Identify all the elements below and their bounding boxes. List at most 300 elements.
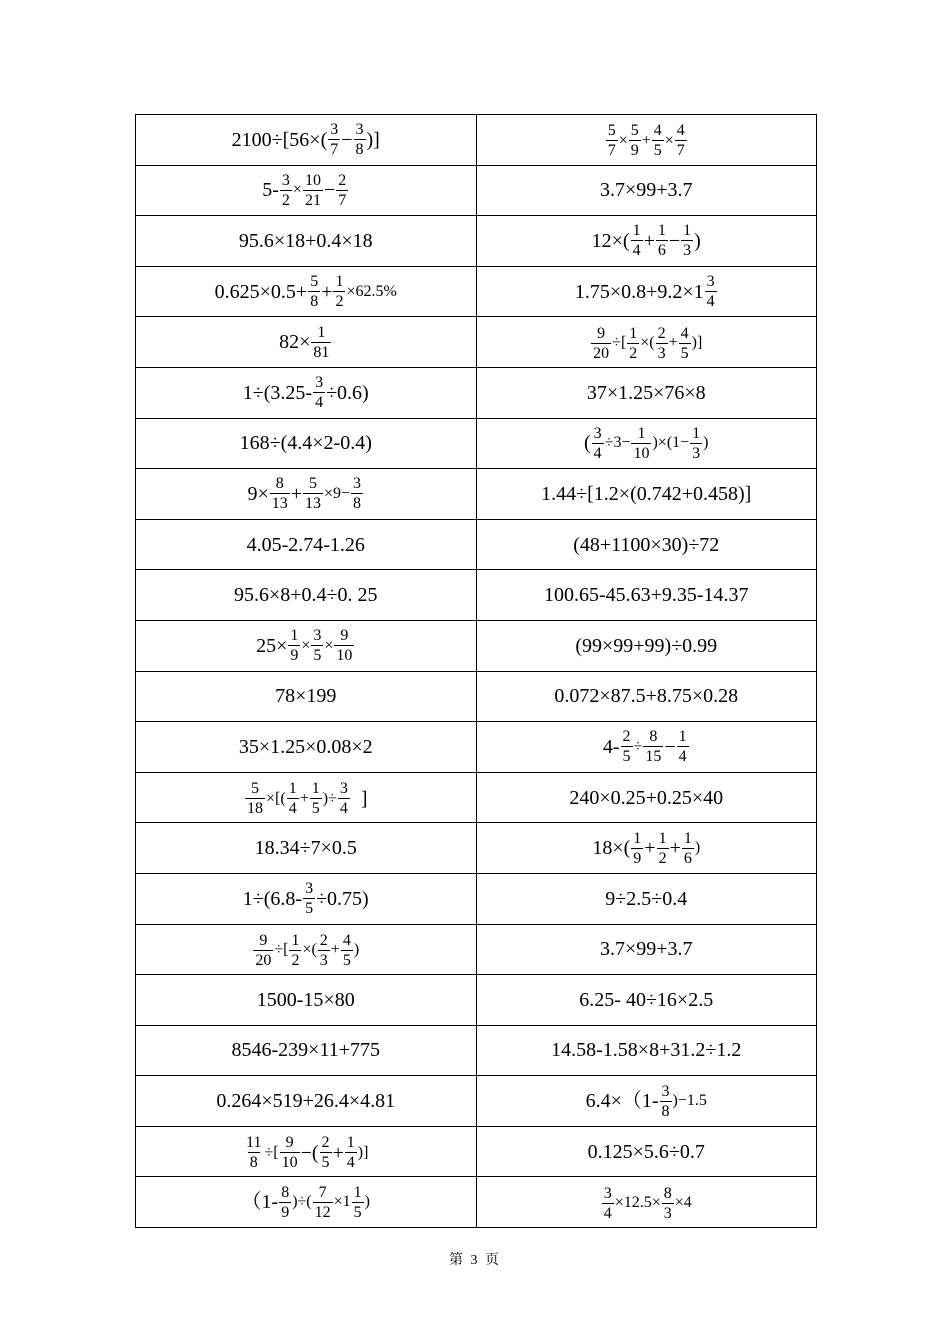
table-row bbox=[136, 1126, 817, 1177]
exercise-cell-right bbox=[476, 873, 817, 924]
expression-text: 5- bbox=[262, 179, 279, 202]
expression-text: 2100÷[56×( bbox=[231, 128, 328, 151]
expression-text: 82× bbox=[279, 331, 311, 354]
fraction-denominator: 7 bbox=[676, 142, 685, 160]
table-row bbox=[136, 418, 817, 469]
fraction-numerator: 8 bbox=[649, 728, 658, 746]
exercise-cell-right bbox=[476, 722, 817, 773]
table-row bbox=[136, 671, 817, 722]
expression-text: × bbox=[324, 636, 334, 654]
expression-text: 1÷(6.8- bbox=[242, 887, 303, 910]
expression-text: + bbox=[299, 789, 309, 807]
expression-text: 240×0.25+0.25×40 bbox=[569, 786, 724, 809]
expression-text: ) bbox=[694, 229, 701, 252]
expression-text: −( bbox=[300, 1141, 319, 1164]
math-expression bbox=[247, 535, 365, 555]
fraction bbox=[351, 474, 363, 513]
fraction-denominator: 5 bbox=[342, 951, 351, 969]
fraction-denominator: 3 bbox=[657, 344, 666, 362]
fraction-denominator: 4 bbox=[632, 242, 641, 260]
fraction bbox=[345, 1133, 357, 1172]
fraction bbox=[656, 221, 668, 260]
fraction bbox=[253, 931, 273, 970]
math-expression bbox=[216, 1091, 395, 1111]
expression-text: + bbox=[641, 131, 651, 149]
math-expression bbox=[586, 1082, 707, 1121]
fraction-denominator: 4 bbox=[315, 394, 324, 412]
table-row bbox=[136, 519, 817, 570]
fraction-numerator: 1 bbox=[311, 780, 320, 798]
fraction-numerator: 3 bbox=[281, 171, 290, 189]
table-row bbox=[136, 115, 817, 166]
expression-text: )] bbox=[366, 128, 380, 151]
fraction-numerator: 8 bbox=[663, 1184, 672, 1202]
fraction bbox=[328, 120, 340, 159]
fraction-denominator: 7 bbox=[607, 142, 616, 160]
expression-text: 4.05-2.74-1.26 bbox=[246, 533, 365, 556]
fraction-numerator: 1 bbox=[678, 728, 687, 746]
fraction-denominator: 5 bbox=[353, 1203, 362, 1221]
math-expression bbox=[584, 424, 709, 463]
math-expression bbox=[232, 120, 380, 159]
expression-text: − bbox=[664, 735, 676, 758]
fraction bbox=[303, 474, 323, 513]
exercise-cell-right bbox=[476, 519, 817, 570]
fraction-denominator: 9 bbox=[281, 1203, 290, 1221]
fraction-denominator: 7 bbox=[338, 191, 347, 209]
fraction-denominator: 4 bbox=[593, 444, 602, 462]
fraction-numerator: 2 bbox=[622, 728, 631, 746]
fraction bbox=[631, 829, 643, 868]
exercise-cell-left bbox=[136, 418, 477, 469]
fraction-numerator: 1 bbox=[683, 222, 692, 240]
expression-text: ×9− bbox=[324, 484, 351, 502]
fraction-numerator: 2 bbox=[657, 324, 666, 342]
exercise-cell-left bbox=[136, 115, 477, 166]
fraction bbox=[602, 1184, 614, 1223]
fraction-numerator: 1 bbox=[335, 273, 344, 291]
math-expression bbox=[600, 939, 693, 959]
expression-text: ) bbox=[703, 434, 709, 452]
fraction-denominator: 3 bbox=[663, 1204, 672, 1222]
fraction-denominator: 20 bbox=[255, 951, 272, 969]
fraction bbox=[705, 272, 717, 311]
fraction-numerator: 4 bbox=[342, 931, 351, 949]
fraction bbox=[679, 324, 691, 363]
math-expression bbox=[588, 1142, 705, 1162]
fraction-numerator: 10 bbox=[304, 171, 321, 189]
expression-text: 100.65-45.63+9.35-14.37 bbox=[543, 584, 749, 607]
table-row bbox=[136, 367, 817, 418]
exercise-cell-left bbox=[136, 469, 477, 520]
fraction bbox=[313, 1183, 333, 1222]
expression-text: 6.4×（1- bbox=[585, 1090, 659, 1113]
fraction bbox=[279, 1183, 291, 1222]
fraction bbox=[591, 324, 611, 363]
fraction-numerator: 1 bbox=[692, 424, 701, 442]
table-row bbox=[136, 317, 817, 368]
expression-text: ÷[ bbox=[264, 1143, 279, 1161]
fraction-numerator: 9 bbox=[340, 627, 349, 645]
fraction bbox=[652, 121, 664, 160]
exercise-table bbox=[135, 114, 817, 1228]
math-expression bbox=[579, 990, 713, 1010]
math-expression bbox=[215, 272, 397, 311]
fraction bbox=[643, 727, 663, 766]
fraction-denominator: 6 bbox=[683, 849, 692, 867]
page-footer: 第 3 页 bbox=[449, 1253, 501, 1268]
table-row bbox=[136, 722, 817, 773]
fraction-denominator: 2 bbox=[281, 191, 290, 209]
fraction bbox=[352, 1183, 364, 1222]
fraction-numerator: 3 bbox=[603, 1184, 612, 1202]
expression-text: ×1 bbox=[333, 1193, 351, 1211]
math-expression bbox=[244, 779, 368, 818]
fraction-denominator: 8 bbox=[353, 495, 362, 513]
math-expression bbox=[252, 931, 359, 970]
expression-text: 1.44÷[1.2×(0.742+0.458)] bbox=[541, 482, 752, 505]
exercise-cell-right bbox=[476, 367, 817, 418]
fraction-denominator: 4 bbox=[288, 800, 297, 818]
expression-text: ÷[ bbox=[612, 334, 627, 352]
fraction-denominator: 5 bbox=[680, 344, 689, 362]
fraction-denominator: 2 bbox=[629, 344, 638, 362]
math-expression bbox=[234, 585, 378, 605]
table-row bbox=[136, 873, 817, 924]
fraction-denominator: 81 bbox=[313, 343, 330, 361]
expression-text: ÷0.6) bbox=[326, 381, 369, 404]
fraction-numerator: 1 bbox=[683, 829, 692, 847]
expression-text: ×( bbox=[640, 334, 655, 352]
fraction bbox=[336, 171, 348, 210]
expression-text: ×12.5× bbox=[614, 1194, 661, 1212]
fraction bbox=[270, 474, 290, 513]
math-expression bbox=[605, 889, 687, 909]
math-expression bbox=[592, 829, 700, 868]
fraction-denominator: 5 bbox=[305, 900, 314, 918]
expression-text: − bbox=[341, 128, 353, 151]
math-expression bbox=[239, 737, 373, 757]
fraction-numerator: 5 bbox=[251, 780, 259, 798]
expression-text: )] bbox=[691, 334, 703, 352]
math-expression bbox=[255, 838, 357, 858]
expression-text: )×(1− bbox=[652, 434, 690, 452]
math-expression bbox=[232, 1040, 380, 1060]
fraction-denominator: 5 bbox=[311, 800, 320, 818]
fraction bbox=[311, 323, 331, 362]
exercise-cell-left bbox=[136, 216, 477, 267]
expression-text: 6.25- 40÷16×2.5 bbox=[579, 988, 714, 1011]
expression-text: + bbox=[330, 941, 340, 959]
fraction bbox=[303, 879, 315, 918]
fraction-numerator: 2 bbox=[338, 171, 347, 189]
exercise-cell-left bbox=[136, 317, 477, 368]
exercise-cell-right bbox=[476, 975, 817, 1026]
expression-text: )÷ bbox=[322, 789, 337, 807]
math-expression bbox=[554, 686, 738, 706]
expression-text: 0.264×519+26.4×4.81 bbox=[216, 1090, 396, 1113]
fraction-denominator: 3 bbox=[683, 242, 692, 260]
fraction bbox=[334, 626, 354, 665]
exercise-cell-right bbox=[476, 671, 817, 722]
fraction-numerator: 4 bbox=[680, 324, 689, 342]
fraction-denominator: 6 bbox=[657, 242, 666, 260]
fraction bbox=[606, 121, 618, 160]
fraction-denominator: 9 bbox=[630, 142, 639, 160]
math-expression bbox=[603, 727, 690, 766]
fraction-numerator: 3 bbox=[706, 273, 715, 291]
fraction bbox=[675, 121, 687, 160]
fraction-numerator: 4 bbox=[676, 122, 685, 140]
fraction bbox=[677, 727, 689, 766]
fraction-numerator: 1 bbox=[353, 1183, 362, 1201]
exercise-cell-right bbox=[476, 1126, 817, 1177]
fraction-numerator: 1 bbox=[346, 1134, 355, 1152]
fraction bbox=[320, 1133, 332, 1172]
fraction-denominator: 4 bbox=[346, 1154, 355, 1172]
fraction-denominator: 4 bbox=[603, 1204, 612, 1222]
fraction bbox=[629, 121, 641, 160]
fraction bbox=[341, 931, 353, 970]
exercise-cell-left bbox=[136, 266, 477, 317]
fraction bbox=[333, 272, 345, 311]
expression-text: 8546-239×11+775 bbox=[231, 1039, 380, 1062]
fraction-numerator: 1 bbox=[290, 627, 299, 645]
math-expression bbox=[569, 788, 723, 808]
expression-text: 0.072×87.5+8.75×0.28 bbox=[554, 685, 739, 708]
fraction bbox=[657, 829, 669, 868]
exercise-cell-left bbox=[136, 519, 477, 570]
expression-text: − bbox=[323, 179, 336, 202]
expression-text: + bbox=[669, 837, 681, 860]
fraction-numerator: 3 bbox=[355, 121, 364, 139]
math-expression bbox=[590, 324, 702, 363]
fraction bbox=[280, 1133, 300, 1172]
fraction-numerator: 7 bbox=[318, 1183, 327, 1201]
fraction-denominator: 21 bbox=[304, 191, 321, 209]
fraction-numerator: 9 bbox=[597, 324, 606, 342]
exercise-cell-left bbox=[136, 772, 477, 823]
fraction-numerator: 3 bbox=[313, 627, 322, 645]
expression-text: 1.75×0.8+9.2×1 bbox=[574, 280, 704, 303]
fraction bbox=[682, 829, 694, 868]
expression-text: − bbox=[668, 229, 681, 252]
exercise-table-body bbox=[136, 115, 817, 1228]
fraction-denominator: 3 bbox=[692, 444, 701, 462]
fraction-numerator: 3 bbox=[330, 121, 339, 139]
fraction bbox=[631, 424, 651, 463]
fraction-numerator: 2 bbox=[321, 1134, 330, 1152]
fraction-denominator: 20 bbox=[593, 344, 610, 362]
exercise-cell-left bbox=[136, 975, 477, 1026]
exercise-cell-right bbox=[476, 1177, 817, 1228]
fraction bbox=[662, 1184, 674, 1223]
fraction bbox=[592, 424, 604, 463]
fraction-numerator: 1 bbox=[291, 931, 300, 949]
fraction bbox=[656, 324, 668, 363]
fraction-numerator: 3 bbox=[315, 374, 324, 392]
exercise-cell-right bbox=[476, 620, 817, 671]
exercise-cell-right bbox=[476, 924, 817, 975]
expression-text: 12×( bbox=[591, 229, 630, 252]
fraction-denominator: 4 bbox=[678, 748, 687, 766]
table-row bbox=[136, 823, 817, 874]
fraction-numerator: 3 bbox=[305, 880, 314, 898]
fraction-numerator: 9 bbox=[259, 931, 268, 949]
fraction-numerator: 11 bbox=[246, 1134, 262, 1152]
fraction-numerator: 3 bbox=[661, 1082, 670, 1100]
math-expression bbox=[243, 879, 369, 918]
fraction-denominator: 5 bbox=[321, 1154, 330, 1172]
math-expression bbox=[605, 121, 688, 160]
fraction-numerator: 2 bbox=[319, 931, 328, 949]
fraction-numerator: 4 bbox=[653, 122, 662, 140]
expression-text: 18.34÷7×0.5 bbox=[254, 837, 357, 860]
expression-text: 95.6×8+0.4÷0. 25 bbox=[233, 584, 378, 607]
fraction bbox=[318, 931, 330, 970]
fraction-denominator: 9 bbox=[633, 849, 642, 867]
expression-text: × bbox=[664, 131, 674, 149]
math-expression bbox=[239, 231, 373, 251]
expression-text: ×62.5% bbox=[346, 282, 397, 300]
exercise-cell-left bbox=[136, 1126, 477, 1177]
exercise-cell-left bbox=[136, 671, 477, 722]
expression-text: ÷0.75) bbox=[316, 887, 369, 910]
table-row bbox=[136, 975, 817, 1026]
fraction-denominator: 4 bbox=[706, 293, 715, 311]
expression-text: + bbox=[321, 280, 333, 303]
fraction-denominator: 10 bbox=[633, 444, 650, 462]
fraction-numerator: 5 bbox=[310, 273, 319, 291]
table-row bbox=[136, 1076, 817, 1127]
expression-text: + bbox=[644, 837, 656, 860]
fraction-numerator: 5 bbox=[607, 122, 616, 140]
fraction bbox=[313, 373, 325, 412]
exercise-cell-right bbox=[476, 1076, 817, 1127]
exercise-cell-left bbox=[136, 1076, 477, 1127]
expression-text: 25× bbox=[256, 634, 288, 657]
table-row bbox=[136, 772, 817, 823]
exercise-cell-right bbox=[476, 216, 817, 267]
exercise-cell-left bbox=[136, 873, 477, 924]
table-row bbox=[136, 165, 817, 216]
math-expression bbox=[243, 1133, 368, 1172]
fraction-denominator: 10 bbox=[336, 647, 353, 665]
fraction-denominator: 5 bbox=[622, 748, 631, 766]
exercise-cell-left bbox=[136, 823, 477, 874]
fraction bbox=[303, 171, 323, 210]
fraction-numerator: 1 bbox=[288, 780, 297, 798]
table-row bbox=[136, 216, 817, 267]
exercise-cell-left bbox=[136, 1177, 477, 1228]
fraction bbox=[621, 727, 633, 766]
fraction bbox=[338, 779, 350, 818]
expression-text: ÷ bbox=[633, 737, 643, 755]
fraction bbox=[280, 171, 292, 210]
exercise-cell-right bbox=[476, 1025, 817, 1076]
expression-text: 0.625×0.5+ bbox=[214, 280, 308, 303]
expression-text: ×[( bbox=[266, 789, 286, 807]
expression-text: ÷3− bbox=[604, 434, 631, 452]
fraction-numerator: 1 bbox=[658, 829, 667, 847]
exercise-cell-left bbox=[136, 570, 477, 621]
math-expression bbox=[257, 990, 355, 1010]
expression-text: 35×1.25×0.08×2 bbox=[238, 735, 373, 758]
fraction-numerator: 1 bbox=[637, 424, 646, 442]
expression-text: + bbox=[290, 482, 302, 505]
fraction-denominator: 8 bbox=[355, 141, 364, 159]
fraction-denominator: 8 bbox=[310, 293, 319, 311]
expression-text: 3.7×99+3.7 bbox=[599, 179, 693, 202]
expression-text: ( bbox=[583, 432, 591, 455]
exercise-cell-right bbox=[476, 266, 817, 317]
expression-text: 18×( bbox=[592, 837, 631, 860]
expression-text: × bbox=[618, 131, 628, 149]
fraction-denominator: 10 bbox=[281, 1154, 298, 1172]
fraction-numerator: 3 bbox=[353, 475, 362, 493]
expression-text: 9÷2.5÷0.4 bbox=[605, 887, 688, 910]
expression-text: (99×99+99)÷0.99 bbox=[575, 634, 718, 657]
math-expression bbox=[587, 383, 706, 403]
exercise-cell-right bbox=[476, 823, 817, 874]
expression-text: 78×199 bbox=[275, 685, 337, 708]
expression-text: × bbox=[301, 636, 311, 654]
fraction-denominator: 18 bbox=[247, 800, 263, 818]
expression-text: ) bbox=[694, 839, 701, 857]
fraction-denominator: 13 bbox=[271, 495, 288, 513]
math-expression bbox=[240, 433, 372, 453]
exercise-cell-right bbox=[476, 317, 817, 368]
table-row bbox=[136, 469, 817, 520]
math-expression bbox=[256, 626, 355, 665]
exercise-cell-right bbox=[476, 115, 817, 166]
expression-text: )−1.5 bbox=[672, 1092, 707, 1110]
fraction-numerator: 8 bbox=[275, 475, 284, 493]
expression-text: + bbox=[643, 229, 655, 252]
fraction bbox=[690, 424, 702, 463]
fraction-numerator: 9 bbox=[285, 1134, 294, 1152]
expression-text: 168÷(4.4×2-0.4) bbox=[239, 432, 372, 455]
fraction-numerator: 1 bbox=[317, 323, 326, 341]
fraction bbox=[660, 1082, 672, 1121]
exercise-cell-left bbox=[136, 165, 477, 216]
fraction bbox=[308, 272, 320, 311]
fraction-denominator: 2 bbox=[658, 849, 667, 867]
expression-text: 1500-15×80 bbox=[256, 988, 355, 1011]
table-row bbox=[136, 620, 817, 671]
fraction-denominator: 12 bbox=[314, 1203, 331, 1221]
math-expression bbox=[601, 1184, 692, 1223]
expression-text: 37×1.25×76×8 bbox=[586, 381, 706, 404]
expression-text: + bbox=[332, 1141, 344, 1164]
expression-text: ×( bbox=[302, 941, 317, 959]
fraction-denominator: 9 bbox=[290, 647, 299, 665]
fraction-denominator: 7 bbox=[330, 141, 339, 159]
expression-text: )÷( bbox=[292, 1193, 312, 1211]
math-expression bbox=[573, 535, 719, 555]
expression-text: 9× bbox=[247, 482, 269, 505]
math-expression bbox=[247, 474, 364, 513]
fraction-denominator: 8 bbox=[661, 1102, 670, 1120]
fraction bbox=[288, 626, 300, 665]
math-expression bbox=[243, 373, 369, 412]
fraction-numerator: 3 bbox=[593, 424, 602, 442]
table-row bbox=[136, 1177, 817, 1228]
fraction bbox=[681, 221, 693, 260]
math-expression bbox=[575, 272, 718, 311]
expression-text: （1- bbox=[241, 1191, 279, 1214]
fraction bbox=[244, 1133, 263, 1172]
